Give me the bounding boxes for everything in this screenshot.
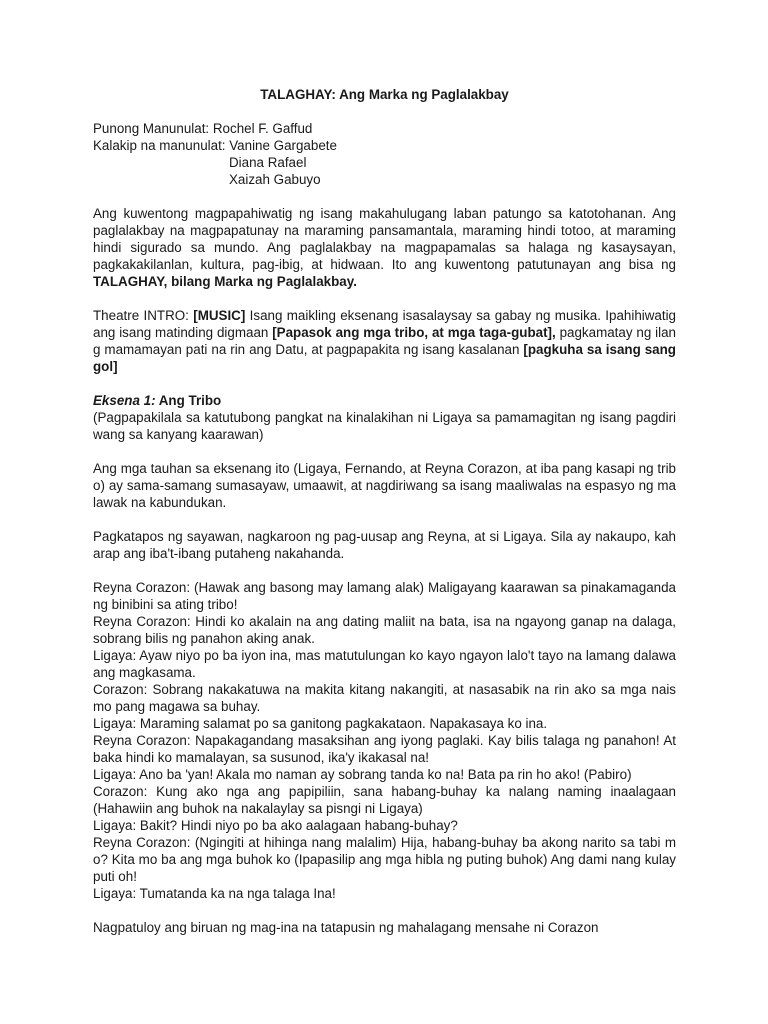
stage-direction: [Papasok ang mga tribo, at mga taga-gubat], [272,325,556,340]
scene-closing: Nagpatuloy ang biruan ng mag-ina na tatapusin ng mahalagang mensahe ni Corazon [93,920,599,935]
dialogue-line: Ligaya: Bakit? Hindi niyo po ba ako aalagaan habang-buhay? [93,818,458,833]
co-writer-label: Kalakip na manunulat: [93,138,230,153]
theatre-intro-text: pagkamatay ng ilang mamamayan pati na rin ang Datu, at pagpapakita ng isang kasalanan [93,325,676,357]
dialogue-line: Corazon: Sobrang nakakatuwa na makita kitang nakangiti, at nasasabik na rin ako sa mga nais mo pang magawa sa buhay. [93,682,676,714]
intro-paragraph [93,205,676,290]
scene-paragraph: Pagkatapos ng sayawan, nagkaroon ng pag-uusap ang Reyna, at si Ligaya. Sila ay nakaupo, kaharap ang iba't-ibang putaheng nakahanda. [93,529,676,561]
dialogue-line: Ligaya: Ano ba 'yan! Akala mo naman ay sobrang tanda ko na! Bata pa rin ho ako! (Pabiro) [93,767,632,782]
document-title: TALAGHAY: Ang Marka ng Paglalakbay [260,87,509,102]
dialogue-line: Ligaya: Ayaw niyo po ba iyon ina, mas matutulungan ko kayo ngayon lalo't tayo na lamang dalawa ang magkasama. [93,648,676,680]
dialogue-block [93,579,676,902]
intro-text: Ang kuwentong magpapahiwatig ng isang makahulugang laban patungo sa katotohanan. Ang paglalakbay na magpapatunay na maraming pansamantala, maraming hindi totoo, at maraming hindi sigurado sa mundo. Ang paglalakbay na magpapamalas sa halaga ng kasaysayan, pagkakakilanlan, kultura, pag-ibig, at hidwaan. Ito ang kuwentong patutunayan ang bisa ng [93,206,676,272]
intro-bold-title: TALAGHAY, bilang Marka ng Paglalakbay. [93,274,357,289]
scene-title: Ang Tribo [155,393,222,408]
co-writer-name: Vanine Gargabete [229,138,337,153]
dialogue-line: Corazon: Kung ako nga ang papipiliin, sana habang-buhay ka nalang naming inaalagaan (Hahawiin ang buhok na nakalaylay sa pisngi ni Ligaya) [93,784,676,816]
dialogue-line: Reyna Corazon: (Hawak ang basong may lamang alak) Maligayang kaarawan sa pinakamagandang binibini sa ating tribo! [93,580,676,612]
scene-label: Eksena 1: [93,393,156,408]
theatre-intro-label: Theatre INTRO: [93,308,194,323]
dialogue-line: Ligaya: Tumatanda ka na nga talaga Ina! [93,886,336,901]
credits-block [93,120,676,188]
scene-description: (Pagpapakilala sa katutubong pangkat na kinalakihan ni Ligaya sa pamamagitan ng isang pagdiriwang sa kanyang kaarawan) [93,410,676,442]
head-writer-name: Rochel F. Gaffud [212,121,313,136]
head-writer-line [93,120,676,137]
theatre-intro [93,307,676,375]
scene-paragraph: Ang mga tauhan sa eksenang ito (Ligaya, Fernando, at Reyna Corazon, at iba pang kasapi ng tribo) ay sama-samang sumasayaw, umaawit, at nagdiriwang sa isang maaliwalas na espasyo ng malawak na kabundukan. [93,461,676,510]
dialogue-line: Ligaya: Maraming salamat po sa ganitong pagkakataon. Napakasaya ko ina. [93,716,548,731]
scene-heading [93,392,676,409]
document-page [93,86,676,953]
stage-direction: [pagkuha sa isang sanggol] [93,342,676,374]
co-writer-line [93,137,676,154]
dialogue-line: Reyna Corazon: Hindi ko akalain na ang dating maliit na bata, isa na ngayong ganap na dalaga, sobrang bilis ng panahon aking anak. [93,614,676,646]
dialogue-line: Reyna Corazon: (Ngingiti at hihinga nang malalim) Hija, habang-buhay ba akong narito sa tabi mo? Kita mo ba ang mga buhok ko (Ipapasilip ang mga hibla ng puting buhok) Ang dami nang kulay puti oh! [93,835,676,884]
music-cue: [MUSIC] [193,308,246,323]
co-writer-name: Xaizah Gabuyo [229,172,321,187]
theatre-intro-text: Isang maikling eksenang isasalaysay sa gabay ng musika. Ipahihiwatig ang isang matinding digmaan [93,308,676,340]
head-writer-label: Punong Manunulat: [93,121,213,136]
co-writer-name: Diana Rafael [229,155,307,170]
dialogue-line: Reyna Corazon: Napakagandang masaksihan ang iyong paglaki. Kay bilis talaga ng panahon! At baka hindi ko mamalayan, sa susunod, ika'y ikakasal na! [93,733,676,765]
